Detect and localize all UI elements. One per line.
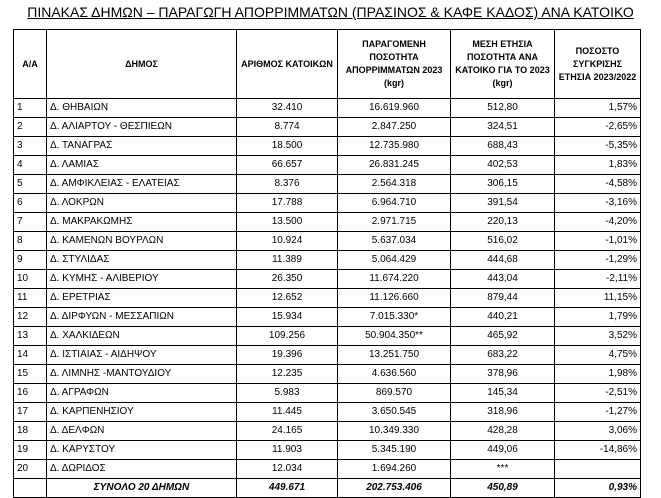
table-row: [14, 156, 641, 175]
cell-quantity: 11.126.660: [338, 289, 451, 308]
cell-municipality: Δ. ΔΩΡΙΔΟΣ: [47, 460, 237, 479]
cell-change: -4,20%: [555, 213, 641, 232]
cell-change: 3,52%: [555, 327, 641, 346]
cell-per-capita: 318,96: [451, 403, 555, 422]
header-municipality: ΔΗΜΟΣ: [47, 30, 237, 99]
table-row: [14, 270, 641, 289]
cell-aa: 7: [14, 213, 47, 232]
cell-municipality: Δ. ΜΑΚΡΑΚΩΜΗΣ: [47, 213, 237, 232]
cell-change: -1,27%: [555, 403, 641, 422]
cell-population: 13.500: [237, 213, 338, 232]
cell-aa: 12: [14, 308, 47, 327]
cell-quantity: 2.971.715: [338, 213, 451, 232]
total-change: 0,93%: [555, 479, 641, 498]
table-row: [14, 251, 641, 270]
cell-per-capita: 306,15: [451, 175, 555, 194]
cell-per-capita: 391,54: [451, 194, 555, 213]
cell-change: -1,01%: [555, 232, 641, 251]
cell-population: 109.256: [237, 327, 338, 346]
cell-aa: 6: [14, 194, 47, 213]
cell-change: [555, 460, 641, 479]
cell-per-capita: 688,43: [451, 137, 555, 156]
table-row: [14, 460, 641, 479]
cell-municipality: Δ. ΧΑΛΚΙΔΕΩΝ: [47, 327, 237, 346]
cell-quantity: 4.636.560: [338, 365, 451, 384]
cell-change: 1,57%: [555, 99, 641, 118]
table-row: [14, 403, 641, 422]
cell-municipality: Δ. ΑΓΡΑΦΩΝ: [47, 384, 237, 403]
total-aa: [14, 479, 47, 498]
cell-population: 8.376: [237, 175, 338, 194]
table-row: [14, 118, 641, 137]
cell-per-capita: 324,51: [451, 118, 555, 137]
cell-per-capita: 465,92: [451, 327, 555, 346]
cell-per-capita: 220,13: [451, 213, 555, 232]
cell-population: 11.389: [237, 251, 338, 270]
table-row: [14, 194, 641, 213]
header-quantity: ΠΑΡΑΓΟΜΕΝΗ ΠΟΣΟΤΗΤΑ ΑΠΟΡΡΙΜΜΑΤΩΝ 2023 (kgr): [338, 30, 451, 99]
cell-population: 32.410: [237, 99, 338, 118]
cell-aa: 11: [14, 289, 47, 308]
table-row: [14, 384, 641, 403]
cell-municipality: Δ. ΔΙΡΦΥΩΝ - ΜΕΣΣΑΠΙΩΝ: [47, 308, 237, 327]
cell-change: 1,83%: [555, 156, 641, 175]
cell-municipality: Δ. ΚΥΜΗΣ - ΑΛΙΒΕΡΙΟΥ: [47, 270, 237, 289]
cell-change: -14,86%: [555, 441, 641, 460]
table-row: [14, 175, 641, 194]
cell-aa: 10: [14, 270, 47, 289]
cell-aa: 9: [14, 251, 47, 270]
cell-per-capita: 440,21: [451, 308, 555, 327]
cell-population: 17.788: [237, 194, 338, 213]
cell-population: 26.350: [237, 270, 338, 289]
table-row: [14, 327, 641, 346]
cell-per-capita: 444,68: [451, 251, 555, 270]
cell-municipality: Δ. ΑΛΙΑΡΤΟΥ - ΘΕΣΠΙΕΩΝ: [47, 118, 237, 137]
cell-municipality: Δ. ΛΑΜΙΑΣ: [47, 156, 237, 175]
cell-per-capita: 402,53: [451, 156, 555, 175]
cell-aa: 14: [14, 346, 47, 365]
cell-population: 12.652: [237, 289, 338, 308]
cell-population: 11.903: [237, 441, 338, 460]
header-population: ΑΡΙΘΜΟΣ ΚΑΤΟΙΚΩΝ: [237, 30, 338, 99]
cell-change: -4,58%: [555, 175, 641, 194]
total-population: 449.671: [237, 479, 338, 498]
table-body: [14, 99, 641, 479]
cell-quantity: 13.251.750: [338, 346, 451, 365]
cell-municipality: Δ. ΚΑΡΥΣΤΟΥ: [47, 441, 237, 460]
cell-quantity: 1.694.260: [338, 460, 451, 479]
header-per-capita: ΜΕΣΗ ΕΤΗΣΙΑ ΠΟΣΟΤΗΤΑ ΑΝΑ ΚΑΤΟΙΚΟ ΓΙΑ ΤΟ 2023 (kgr): [451, 30, 555, 99]
cell-aa: 4: [14, 156, 47, 175]
cell-population: 15.934: [237, 308, 338, 327]
cell-per-capita: 683,22: [451, 346, 555, 365]
cell-quantity: 869.570: [338, 384, 451, 403]
cell-per-capita: 879,44: [451, 289, 555, 308]
cell-quantity: 3.650.545: [338, 403, 451, 422]
table-row: [14, 308, 641, 327]
total-quantity: 202.753.406: [338, 479, 451, 498]
cell-municipality: Δ. ΙΣΤΙΑΙΑΣ - ΑΙΔΗΨΟΥ: [47, 346, 237, 365]
cell-population: 19.396: [237, 346, 338, 365]
cell-municipality: Δ. ΕΡΕΤΡΙΑΣ: [47, 289, 237, 308]
header-change: ΠΟΣΟΣΤΟ ΣΥΓΚΡΙΣΗΣ ΕΤΗΣΙΑ 2023/2022: [555, 30, 641, 99]
cell-quantity: 10.349.330: [338, 422, 451, 441]
cell-municipality: Δ. ΔΕΛΦΩΝ: [47, 422, 237, 441]
cell-population: 8.774: [237, 118, 338, 137]
cell-change: 1,98%: [555, 365, 641, 384]
cell-aa: 15: [14, 365, 47, 384]
cell-per-capita: 428,28: [451, 422, 555, 441]
cell-change: -2,11%: [555, 270, 641, 289]
cell-aa: 19: [14, 441, 47, 460]
table-row: [14, 213, 641, 232]
document-title: ΠΙΝΑΚΑΣ ΔΗΜΩΝ – ΠΑΡΑΓΩΓΗ ΑΠΟΡΡΙΜΜΑΤΩΝ (ΠΡΑΣΙΝΟΣ & ΚΑΦΕ ΚΑΔΟΣ) ΑΝΑ ΚΑΤΟΙΚΟ: [27, 4, 634, 20]
table-row: [14, 232, 641, 251]
cell-quantity: 12.735.980: [338, 137, 451, 156]
cell-quantity: 26.831.245: [338, 156, 451, 175]
cell-aa: 3: [14, 137, 47, 156]
cell-municipality: Δ. ΚΑΜΕΝΩΝ ΒΟΥΡΛΩΝ: [47, 232, 237, 251]
total-label: ΣΥΝΟΛΟ 20 ΔΗΜΩΝ: [47, 479, 237, 498]
cell-aa: 8: [14, 232, 47, 251]
cell-quantity: 2.847.250: [338, 118, 451, 137]
cell-aa: 20: [14, 460, 47, 479]
cell-per-capita: 145,34: [451, 384, 555, 403]
cell-aa: 13: [14, 327, 47, 346]
cell-quantity: 6.964.710: [338, 194, 451, 213]
cell-municipality: Δ. ΤΑΝΑΓΡΑΣ: [47, 137, 237, 156]
cell-change: 3,06%: [555, 422, 641, 441]
cell-municipality: Δ. ΘΗΒΑΙΩΝ: [47, 99, 237, 118]
cell-aa: 2: [14, 118, 47, 137]
cell-change: 1,79%: [555, 308, 641, 327]
cell-population: 5.983: [237, 384, 338, 403]
cell-population: 10.924: [237, 232, 338, 251]
cell-aa: 5: [14, 175, 47, 194]
table-row: [14, 365, 641, 384]
cell-change: -3,16%: [555, 194, 641, 213]
cell-quantity: 5.064.429: [338, 251, 451, 270]
cell-population: 12.034: [237, 460, 338, 479]
cell-per-capita: 443,04: [451, 270, 555, 289]
cell-quantity: 2.564.318: [338, 175, 451, 194]
table-row: [14, 99, 641, 118]
cell-quantity: 5.637.034: [338, 232, 451, 251]
header-aa: Α/Α: [14, 30, 47, 99]
cell-aa: 1: [14, 99, 47, 118]
cell-quantity: 11.674.220: [338, 270, 451, 289]
cell-population: 11.445: [237, 403, 338, 422]
cell-change: -1,29%: [555, 251, 641, 270]
cell-population: 66.657: [237, 156, 338, 175]
cell-quantity: 50.904.350**: [338, 327, 451, 346]
cell-municipality: Δ. ΑΜΦΙΚΛΕΙΑΣ - ΕΛΑΤΕΙΑΣ: [47, 175, 237, 194]
cell-quantity: 16.619.960: [338, 99, 451, 118]
cell-population: 24.165: [237, 422, 338, 441]
cell-change: -5,35%: [555, 137, 641, 156]
table-row: [14, 346, 641, 365]
cell-municipality: Δ. ΛΙΜΝΗΣ -ΜΑΝΤΟΥΔΙΟΥ: [47, 365, 237, 384]
cell-per-capita: 516,02: [451, 232, 555, 251]
cell-population: 12.235: [237, 365, 338, 384]
cell-per-capita: 378,96: [451, 365, 555, 384]
total-per-capita: 450,89: [451, 479, 555, 498]
cell-aa: 17: [14, 403, 47, 422]
cell-quantity: 7.015.330*: [338, 308, 451, 327]
cell-municipality: Δ. ΛΟΚΡΩΝ: [47, 194, 237, 213]
table-row: [14, 422, 641, 441]
cell-per-capita: ***: [451, 460, 555, 479]
cell-municipality: Δ. ΚΑΡΠΕΝΗΣΙΟΥ: [47, 403, 237, 422]
cell-change: -2,65%: [555, 118, 641, 137]
cell-population: 18.500: [237, 137, 338, 156]
table-row: [14, 289, 641, 308]
cell-per-capita: 449,06: [451, 441, 555, 460]
table-row: [14, 441, 641, 460]
waste-table: [13, 29, 641, 498]
table-row: [14, 137, 641, 156]
cell-aa: 18: [14, 422, 47, 441]
cell-change: -2,51%: [555, 384, 641, 403]
total-row: [14, 479, 641, 498]
cell-change: 11,15%: [555, 289, 641, 308]
header-row: [14, 30, 641, 99]
cell-quantity: 5.345.190: [338, 441, 451, 460]
cell-per-capita: 512,80: [451, 99, 555, 118]
cell-aa: 16: [14, 384, 47, 403]
cell-municipality: Δ. ΣΤΥΛΙΔΑΣ: [47, 251, 237, 270]
cell-change: 4,75%: [555, 346, 641, 365]
